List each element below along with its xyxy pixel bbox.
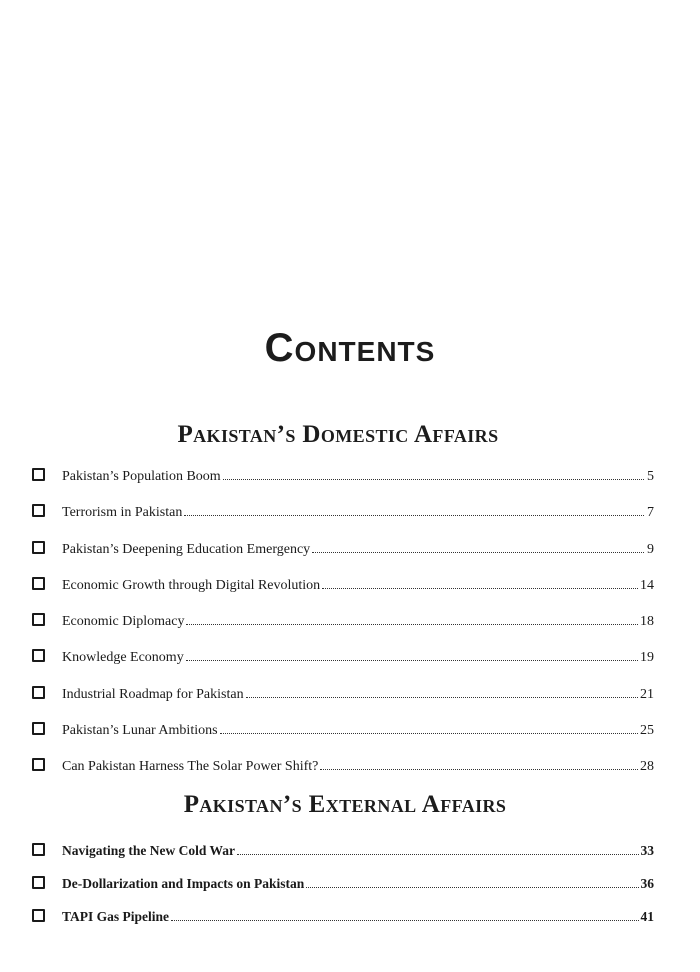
toc-entry[interactable] [32,612,654,648]
dot-leader [171,920,638,921]
toc-entry[interactable] [32,540,654,576]
toc-entry-page: 41 [640,909,654,924]
section-heading-external: Pakistan’s External Affairs [183,791,507,818]
toc-entry-title: Economic Diplomacy [62,614,185,630]
toc-list-external [32,842,654,941]
toc-entry[interactable] [32,467,654,503]
toc-entry-page: 19 [640,650,654,666]
checkbox-icon [32,649,45,662]
dot-leader [320,769,638,770]
dot-leader [246,697,638,698]
page-title: Contents [264,326,436,370]
checkbox-icon [32,577,45,590]
checkbox-icon [32,876,45,889]
checkbox-icon [32,758,45,771]
toc-entry[interactable] [32,721,654,757]
toc-entry-page: 33 [640,843,654,858]
toc-entry-page: 5 [647,469,654,484]
toc-entry-page: 28 [640,759,654,775]
dot-leader [223,479,644,480]
dot-leader [312,552,644,553]
checkbox-icon [32,843,45,856]
dot-leader [186,624,638,625]
dot-leader [306,887,638,888]
toc-entry-title: Can Pakistan Harness The Solar Power Shift? [62,759,319,775]
checkbox-icon [32,686,45,699]
checkbox-icon [32,541,45,554]
toc-entry[interactable] [32,875,654,908]
toc-entry[interactable] [32,503,654,539]
toc-entry-page: 18 [640,614,654,630]
toc-entry[interactable] [32,842,654,875]
toc-entry[interactable] [32,908,654,941]
toc-entry-page: 7 [647,505,654,521]
checkbox-icon [32,613,45,626]
toc-entry-title: Knowledge Economy [62,650,184,666]
checkbox-icon [32,504,45,517]
toc-entry[interactable] [32,648,654,684]
dot-leader [322,588,638,589]
toc-entry-page: 21 [640,686,654,702]
toc-entry-page: 25 [640,723,654,739]
dot-leader [186,660,638,661]
toc-entry-title: Terrorism in Pakistan [62,505,183,521]
toc-entry-title: Pakistan’s Population Boom [62,469,221,484]
checkbox-icon [32,722,45,735]
toc-entry-title: Industrial Roadmap for Pakistan [62,686,244,702]
toc-entry-title: Pakistan’s Deepening Education Emergency [62,541,311,557]
dot-leader [220,733,638,734]
toc-entry-title: Economic Growth through Digital Revolution [62,577,321,593]
toc-entry-page: 14 [640,577,654,593]
checkbox-icon [32,468,45,481]
toc-entry-title: Pakistan’s Lunar Ambitions [62,723,218,739]
toc-entry-page: 36 [640,876,654,891]
toc-entry-title: TAPI Gas Pipeline [62,909,170,924]
toc-entry[interactable] [32,576,654,612]
dot-leader [237,854,638,855]
toc-list-domestic [32,467,654,794]
toc-entry[interactable] [32,685,654,721]
toc-entry-title: De-Dollarization and Impacts on Pakistan [62,876,305,891]
toc-entry-page: 9 [647,541,654,557]
dot-leader [184,515,644,516]
checkbox-icon [32,909,45,922]
toc-entry-title: Navigating the New Cold War [62,843,236,858]
toc-entry[interactable] [32,757,654,793]
section-heading-domestic: Pakistan’s Domestic Affairs [177,421,499,448]
